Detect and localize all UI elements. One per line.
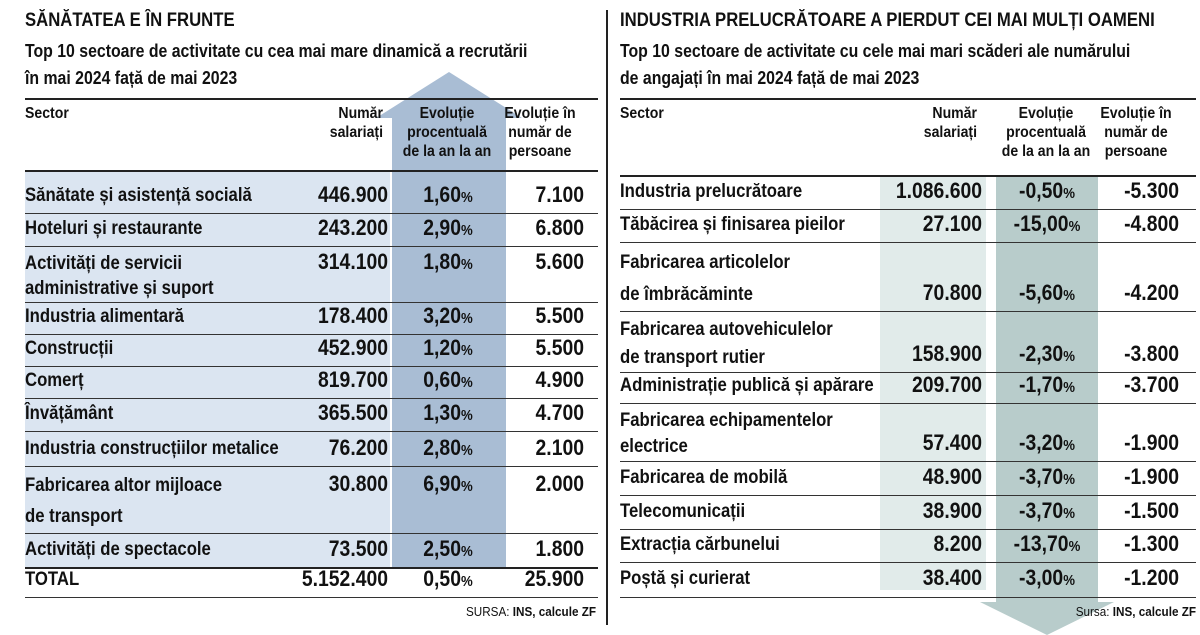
left-row-pct-value: 2,90	[423, 215, 461, 240]
left-row-pct	[386, 536, 509, 562]
right-row-pct-sign: %	[1063, 185, 1075, 202]
right-row-sector	[620, 532, 780, 557]
left-row-sector	[25, 471, 222, 532]
left-row-pct-sign: %	[460, 573, 473, 590]
right-row-sector	[620, 212, 845, 237]
left-row-sector-line: Fabricarea altor mijloace	[25, 475, 223, 496]
right-row-pct-sign: %	[1063, 572, 1075, 589]
right-header-pct	[984, 104, 1107, 161]
left-header-sector: Sector	[25, 105, 69, 122]
left-row-sector	[25, 183, 252, 208]
left-row-change: 1.800	[535, 536, 584, 561]
right-title: INDUSTRIA PRELUCRĂTOARE A PIERDUT CEI MAI MULȚI OAMENI	[620, 10, 1155, 31]
left-row-change: 6.800	[535, 215, 584, 240]
left-row-sector-line: Industria alimentară	[25, 306, 184, 327]
right-row-employees: 1.086.600	[895, 178, 982, 203]
right-row-rule	[620, 529, 1196, 530]
right-header-employees	[871, 104, 977, 142]
right-row-change: -1.500	[1124, 498, 1179, 523]
left-header-top-rule	[25, 98, 598, 100]
left-row-sector	[25, 336, 113, 361]
left-row-employees: 30.800	[328, 471, 388, 496]
left-row-pct-value: 6,90	[423, 471, 461, 496]
right-row-sector	[620, 465, 787, 490]
left-row-pct-sign: %	[460, 442, 473, 459]
left-source-text: INS, calcule ZF	[512, 604, 596, 619]
right-row-sector	[620, 566, 750, 591]
left-row-rule	[25, 398, 598, 399]
right-header-sector: Sector	[620, 105, 664, 122]
left-row-sector	[25, 436, 279, 461]
right-row-pct-sign: %	[1063, 379, 1075, 396]
right-row-pct-value: -0,50	[1019, 178, 1064, 203]
left-row-sector-line: Hoteluri și restaurante	[25, 218, 203, 239]
left-row-change: 2.100	[535, 435, 584, 460]
left-row-pct-sign: %	[460, 222, 473, 239]
right-row-change: -3.700	[1124, 372, 1179, 397]
left-row-pct-value: 1,60	[423, 182, 461, 207]
left-row-change: 4.700	[535, 400, 584, 425]
left-header-pct-line: Evoluție	[419, 105, 475, 122]
right-row-pct-value: -5,60	[1019, 280, 1064, 305]
left-row-sector	[25, 251, 214, 301]
right-row-sector-line: de transport rutier	[620, 346, 765, 368]
right-row-pct-sign: %	[1068, 218, 1081, 235]
right-subtitle	[620, 38, 1130, 92]
left-row-change: 2.000	[535, 471, 584, 496]
right-row-sector-line: electrice	[620, 436, 688, 457]
right-row-rule	[620, 242, 1196, 243]
right-row-employees: 209.700	[912, 372, 982, 397]
right-row-change: -4.200	[1124, 280, 1179, 305]
left-row-employees: 76.200	[328, 435, 388, 460]
left-row-sector	[25, 216, 202, 241]
left-row-employees: 819.700	[318, 367, 388, 392]
left-row-employees: 178.400	[318, 303, 388, 328]
left-row-sector-line: Comerț	[25, 370, 84, 391]
left-header-bottom-rule	[25, 170, 598, 172]
right-row-pct-value: -13,70	[1013, 531, 1069, 556]
left-row-sector-line: TOTAL	[25, 569, 80, 590]
right-row-change: -4.800	[1124, 211, 1179, 236]
right-table-panel	[614, 0, 1200, 635]
left-row-sector-line: Activități de servicii	[25, 253, 183, 274]
left-row-pct	[386, 435, 509, 461]
right-row-change: -5.300	[1124, 178, 1179, 203]
panel-divider	[606, 10, 608, 625]
right-source-prefix: Sursa:	[1075, 604, 1113, 619]
left-row-pct	[386, 215, 509, 241]
left-row-pct	[386, 400, 509, 426]
right-row-pct-sign: %	[1063, 437, 1075, 454]
right-row-sector-line: Administrație publică și apărare	[620, 375, 874, 396]
left-row-employees: 452.900	[318, 335, 388, 360]
right-row-employees: 27.100	[922, 211, 982, 236]
left-source-prefix: SURSA:	[465, 604, 513, 619]
left-row-rule	[25, 533, 598, 534]
right-row-sector-line: de îmbrăcăminte	[620, 283, 753, 305]
left-row-employees: 314.100	[318, 249, 388, 274]
left-row-pct-value: 0,50	[423, 566, 461, 591]
left-row-pct	[386, 182, 509, 208]
left-row-sector	[25, 401, 113, 426]
right-row-rule	[620, 461, 1196, 462]
right-row-pct-value: -3,70	[1019, 498, 1064, 523]
left-header-pct-line: de la an la an	[402, 143, 492, 160]
left-header-change-line: Evoluție în	[504, 105, 576, 122]
right-row-change: -1.900	[1124, 464, 1179, 489]
left-row-pct-sign: %	[460, 342, 473, 359]
right-row-employees: 38.900	[922, 498, 982, 523]
right-row-employees: 57.400	[922, 430, 982, 455]
right-row-pct-value: -3,20	[1019, 430, 1064, 455]
right-row-pct-sign: %	[1063, 471, 1075, 488]
left-row-change: 7.100	[535, 182, 584, 207]
right-header-change	[1094, 104, 1178, 161]
left-header-change-line: persoane	[508, 143, 572, 160]
left-row-pct-sign: %	[460, 543, 473, 560]
right-source	[962, 604, 1196, 619]
right-row-pct-value: -1,70	[1019, 372, 1064, 397]
left-row-sector	[25, 537, 211, 562]
right-header-pct-line: de la an la an	[1001, 143, 1091, 160]
right-row-sector	[620, 179, 802, 204]
left-header-change-line: număr de	[508, 124, 572, 141]
left-header-change	[498, 104, 582, 161]
left-row-employees: 243.200	[318, 215, 388, 240]
left-row-employees: 365.500	[318, 400, 388, 425]
right-row-sector-line: Poștă și curierat	[620, 568, 751, 589]
left-row-sector-line: Activități de spectacole	[25, 539, 211, 560]
left-row-sector-line: Sănătate și asistență socială	[25, 185, 252, 206]
right-header-change-line: număr de	[1104, 124, 1168, 141]
left-header-employees-line: Număr	[338, 105, 383, 122]
left-header-pct-line: procentuală	[407, 124, 487, 141]
left-row-pct-value: 1,20	[423, 335, 461, 360]
right-row-sector-line: Tăbăcirea și finisarea pieilor	[620, 214, 845, 235]
right-row-change: -1.900	[1124, 430, 1179, 455]
left-row-sector-line: Construcții	[25, 338, 114, 359]
left-row-pct-value: 2,80	[423, 435, 461, 460]
left-row-pct	[386, 303, 509, 329]
left-row-sector-line: Învățământ	[25, 403, 114, 424]
right-row-rule	[620, 209, 1196, 210]
left-row-sector-line: administrative și suport	[25, 278, 214, 299]
left-row-pct-value: 2,50	[423, 536, 461, 561]
right-row-sector-line: Fabricarea echipamentelor	[620, 410, 833, 431]
right-row-sector-line: Extracția cărbunelui	[620, 534, 780, 555]
right-row-employees: 38.400	[922, 565, 982, 590]
right-row-pct-value: -3,70	[1019, 464, 1064, 489]
left-row-pct-value: 0,60	[423, 367, 461, 392]
right-header-bottom-rule	[620, 175, 1196, 177]
right-row-sector-line: Fabricarea de mobilă	[620, 467, 788, 488]
right-header-employees-line: Număr	[932, 105, 977, 122]
right-row-rule	[620, 403, 1196, 404]
left-header-employees	[277, 104, 383, 142]
left-subtitle-line-2: în mai 2024 față de mai 2023	[25, 68, 238, 88]
left-row-rule	[25, 431, 598, 432]
right-row-rule	[620, 311, 1196, 312]
left-row-pct	[386, 249, 509, 275]
left-row-sector-line: Industria construcțiilor metalice	[25, 438, 279, 459]
left-row-rule	[25, 246, 598, 247]
right-row-rule	[620, 495, 1196, 496]
left-row-employees: 446.900	[318, 182, 388, 207]
right-row-pct-sign: %	[1063, 287, 1075, 304]
left-source	[362, 604, 596, 619]
right-row-sector	[620, 373, 874, 398]
right-row-change: -1.200	[1124, 565, 1179, 590]
left-row-rule	[25, 466, 598, 467]
left-subtitle-line-1: Top 10 sectoare de activitate cu cea mai mare dinamică a recrutării	[25, 41, 528, 61]
right-header-pct-line: procentuală	[1006, 124, 1086, 141]
left-row-sector	[25, 304, 184, 329]
left-row-pct	[386, 367, 509, 393]
left-row-pct-sign: %	[460, 374, 473, 391]
right-table-bottom-rule	[620, 597, 1196, 598]
right-row-pct-sign: %	[1068, 538, 1081, 555]
left-row-pct-sign: %	[460, 407, 473, 424]
right-header-employees-line: salariați	[923, 124, 977, 141]
left-row-change: 25.900	[524, 566, 584, 591]
right-row-change: -3.800	[1124, 341, 1179, 366]
right-row-pct-sign: %	[1063, 348, 1075, 365]
left-header-employees-line: salariați	[329, 124, 383, 141]
right-header-change-line: Evoluție în	[1100, 105, 1172, 122]
left-row-pct-value: 1,30	[423, 400, 461, 425]
left-row-rule	[25, 597, 598, 598]
left-row-pct-sign: %	[460, 310, 473, 327]
left-row-change: 5.500	[535, 303, 584, 328]
right-source-text: INS, calcule ZF	[1112, 604, 1196, 619]
right-row-sector-line: Fabricarea autovehiculelor	[620, 319, 833, 340]
right-row-sector-line: Industria prelucrătoare	[620, 181, 803, 202]
right-row-employees: 70.800	[922, 280, 982, 305]
right-row-sector	[620, 499, 745, 524]
right-row-employees: 158.900	[912, 341, 982, 366]
right-subtitle-line-1: Top 10 sectoare de activitate cu cele mai mari scăderi ale numărului	[620, 41, 1131, 61]
left-row-pct-sign: %	[460, 189, 473, 206]
left-row-rule	[25, 213, 598, 214]
right-row-employees: 48.900	[922, 464, 982, 489]
right-row-sector-line: Fabricarea articolelor	[620, 252, 791, 273]
left-row-pct-sign: %	[460, 478, 473, 495]
right-row-sector-line: Telecomunicații	[620, 501, 746, 522]
right-row-pct-value: -3,00	[1019, 565, 1064, 590]
left-row-change: 4.900	[535, 367, 584, 392]
left-row-pct-value: 1,80	[423, 249, 461, 274]
left-row-pct	[386, 566, 509, 592]
right-row-pct-value: -2,30	[1019, 341, 1064, 366]
right-row-sector	[620, 408, 833, 460]
left-row-sector	[25, 368, 84, 393]
left-row-pct	[386, 471, 509, 497]
left-row-employees: 5.152.400	[301, 566, 388, 591]
left-row-sector	[25, 567, 79, 592]
left-header-pct	[385, 104, 508, 161]
left-row-pct-sign: %	[460, 256, 473, 273]
right-subtitle-line-2: de angajați în mai 2024 față de mai 2023	[620, 68, 920, 88]
right-header-pct-line: Evoluție	[1018, 105, 1074, 122]
right-row-change: -1.300	[1124, 531, 1179, 556]
left-row-change: 5.600	[535, 249, 584, 274]
left-row-change: 5.500	[535, 335, 584, 360]
left-row-sector-line: de transport	[25, 505, 123, 527]
right-row-rule	[620, 562, 1196, 563]
left-row-employees: 73.500	[328, 536, 388, 561]
right-header-top-rule	[620, 98, 1196, 100]
right-row-pct-sign: %	[1063, 505, 1075, 522]
right-row-employees: 8.200	[933, 531, 982, 556]
right-row-sector	[620, 316, 833, 371]
left-title: SĂNĂTATEA E ÎN FRUNTE	[25, 10, 235, 31]
right-row-sector	[620, 247, 790, 310]
left-row-pct	[386, 335, 509, 361]
left-row-pct-value: 3,20	[423, 303, 461, 328]
right-row-pct-value: -15,00	[1013, 211, 1069, 236]
right-header-change-line: persoane	[1104, 143, 1168, 160]
